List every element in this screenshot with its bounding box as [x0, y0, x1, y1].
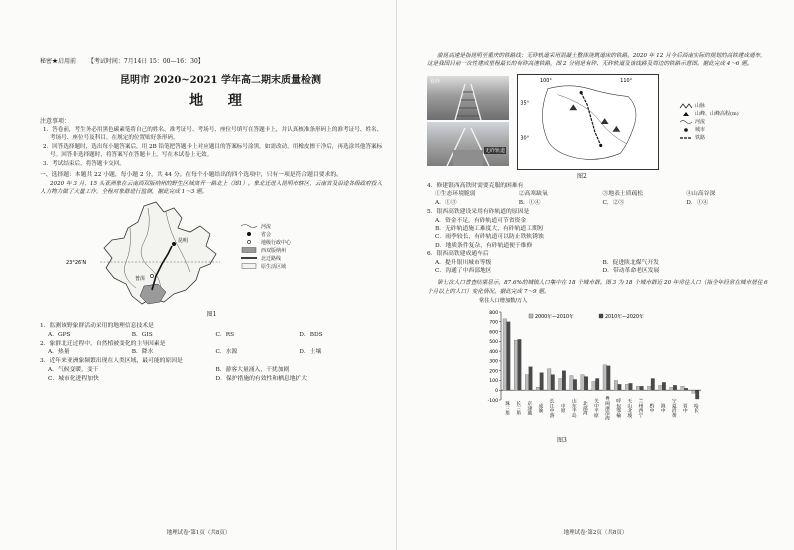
x-tick-label: 珠三角 [504, 400, 510, 416]
section-one-heading: 一、选择题：本题共 22 小题，每小题 2 分，共 44 分。在每个小题给出的四个选项中，只有一项是符合题目要求的。 [40, 171, 342, 178]
x-tick-label: 晋中 [681, 403, 687, 413]
x-tick-label: 中原 [559, 403, 565, 413]
bar [684, 388, 688, 390]
option: B．降水 [131, 349, 154, 356]
option: C．城市化进程加快 [48, 375, 99, 382]
bar [559, 378, 563, 390]
bar [584, 376, 588, 390]
bar [592, 381, 596, 390]
y-tick-label: 200 [489, 369, 498, 375]
option: D．①④ [686, 200, 709, 207]
bar [651, 378, 655, 390]
figure-3 [427, 296, 770, 446]
bar [514, 340, 518, 390]
legend-swatch [599, 314, 603, 318]
right-page [397, 0, 794, 550]
bar [618, 384, 622, 390]
subject-title: 地 理 [189, 93, 252, 109]
question-2: 2．象群北迁过程中，自然植被变化的主导因素是 [40, 340, 166, 347]
population-bar-chart [479, 296, 709, 436]
bar [625, 384, 629, 390]
railway-map [517, 74, 659, 170]
bar [614, 380, 618, 390]
puer-label: 普洱 [135, 276, 146, 283]
bar [607, 366, 611, 390]
option: D．土壤 [299, 349, 322, 356]
chart-title: 常住人口增加数/万人 [479, 297, 528, 304]
bar [536, 387, 540, 390]
y-tick-label: 600 [489, 330, 498, 336]
bar [603, 365, 607, 390]
bar [503, 319, 507, 390]
question-3: 3．近年来亚洲象频繁出现在人类区域，最可能的原因是 [40, 358, 183, 365]
yunnan-map [40, 198, 383, 319]
x-tick-label: 兰州西宁 [637, 398, 643, 418]
page-footer: 地理试卷·第2页（共8页） [563, 530, 628, 536]
option: A．①③ [435, 200, 457, 207]
bar [659, 385, 663, 390]
legend-item: 西双版纳州 [240, 246, 291, 254]
bar [670, 387, 674, 390]
svg-text:35°: 35° [520, 100, 530, 107]
figure-3-caption: 图3 [557, 436, 567, 444]
ballastless-track-photo [427, 122, 509, 166]
option: B．促进陕北煤气开发 [602, 259, 659, 266]
legend-item: 城市 [679, 126, 739, 134]
x-tick-label: 粤闽浙沿海 [604, 395, 610, 420]
bar [525, 375, 529, 391]
question-1: 1．监测该野象群活动采用的地理信息技术是 [40, 323, 154, 330]
question-6-options [427, 259, 770, 276]
bar [629, 383, 633, 390]
y-tick-label: 300 [489, 359, 498, 365]
passage-1: 2020 年 3 月，15 头亚洲象在云南西双版纳州的野生区域离开一路北上（图1）。象北迁进入昆明市辖区，云南省及沿途各级政府投入人力物力做了大量工作，全程对象群进行监测，据此完成 1～3 题。 [40, 180, 383, 196]
x-tick-label: 天山北坡 [626, 398, 632, 418]
y-tick-label: 800 [489, 310, 498, 316]
bar [551, 375, 555, 391]
bar [647, 386, 651, 390]
option: A．提升银川城市等级 [435, 259, 492, 266]
y-tick-label: -100 [487, 398, 498, 404]
secret-label: 秘密★启用前 [40, 58, 77, 65]
option: C．雨季较长，有砟轨道可以防止铁轨锈蚀 [435, 234, 544, 241]
option: B．无砟轨道施工难度大，有砟轨道工期短 [435, 225, 544, 232]
y-tick-label: 500 [489, 340, 498, 346]
bar [692, 390, 696, 393]
bar [581, 375, 585, 391]
figure-2 [427, 72, 770, 180]
bar [547, 369, 551, 391]
page-footer: 地理试卷·第1页（共8页） [166, 530, 231, 536]
ballast-track-photo [427, 76, 509, 120]
x-tick-label: 黔中 [648, 403, 654, 413]
passage-2: 渝昆高速是指昆明至重庆的铁路线：无砟轨道采用混凝土整体浇筑道床的铁路。2020 年 12 月今后西南实际的规划的高铁建成通车，这是我国目前一次性建成里程最长的有砟高速铁路，图 2 分别是有砟、无砟轨道及该线路及周边的铁路示意图。据此完成 4～6 题。 [427, 53, 766, 68]
option: A．热量 [48, 349, 70, 356]
legend-item: 地级行政中心 [240, 238, 291, 246]
option: C．RS [215, 332, 235, 339]
option: B．GIS [131, 332, 153, 339]
bar [570, 375, 574, 390]
svg-text:110°: 110° [620, 77, 633, 84]
bar [640, 386, 644, 390]
option: D．地质条件复杂，有砟轨道便于维修 [435, 242, 533, 249]
bar [540, 373, 544, 391]
option: C．水源 [215, 349, 238, 356]
latitude-label: 23°26′N [66, 260, 87, 267]
photo-label: 有砟 [430, 78, 441, 85]
x-tick-label: 长三角 [515, 400, 521, 416]
y-tick-label: 0 [495, 388, 498, 394]
x-tick-label: 长江中游 [548, 398, 554, 418]
figure-2-caption: 图2 [577, 172, 587, 180]
x-tick-label: 呼包鄂榆 [615, 398, 621, 418]
legend-item: 北迁路线 [261, 255, 282, 262]
option: A．气候变暖，变干 [48, 366, 99, 373]
legend-item: 铁路 [695, 135, 706, 142]
option: C．沟通了中西部地区 [435, 268, 492, 275]
legend-item: 山脉 [679, 102, 739, 110]
figure-1 [40, 198, 383, 319]
x-tick-label: 京津冀 [526, 400, 532, 416]
map-legend [679, 102, 739, 142]
bar [507, 322, 511, 390]
bar [529, 367, 533, 390]
option: B．①④ [518, 200, 541, 207]
option: B．游客大量涌入，干扰加剧 [215, 366, 290, 373]
x-tick-label: 宁夏沿黄 [670, 398, 676, 418]
question-4-statements: ①生态环境脆弱 ②高寒缺氧 ③地表土质疏松 ④山高谷深 [435, 191, 716, 198]
legend-item: 山峰、山峰高程(m) [679, 110, 739, 118]
x-tick-label: 关中平原 [592, 398, 598, 418]
bar [681, 386, 685, 390]
note-item: 1．答卷前，考生务必用黑色碳素笔将自己的姓名、准考证号、考场号、座位号填写在答题卡上，并认真核准条形码上的准考证号、姓名、考场号、座位号及科目，在规定的位置贴好条形码。 [43, 127, 383, 142]
note-item: 3．考试结束后，将答题卡交回。 [43, 160, 125, 167]
option: D．BDS [299, 332, 323, 339]
bar [562, 371, 566, 391]
question-2-options [40, 348, 383, 357]
legend-item: 河流 [240, 222, 291, 230]
bar [662, 382, 666, 390]
x-tick-label: 滇中 [659, 403, 665, 413]
exam-time: 【考试时间：7月14日 15：00—16：30】 [87, 58, 204, 65]
bar [518, 339, 522, 390]
question-3-options [40, 366, 383, 383]
x-tick-label: 成渝 [537, 403, 543, 413]
figure-1-caption: 图1 [206, 311, 217, 319]
question-5-options [427, 217, 770, 251]
y-tick-label: 100 [489, 379, 498, 385]
header-line [40, 56, 383, 65]
question-4: 4．修建银西高铁时需要克服的困难有 [427, 182, 524, 189]
bar [636, 386, 640, 390]
bar [695, 390, 699, 399]
map-legend [240, 222, 291, 270]
question-4-options [427, 199, 770, 208]
kunming-label: 昆明 [178, 238, 189, 245]
legend-item: 省会 [240, 230, 291, 238]
photo-label: 无砟轨道 [484, 147, 505, 154]
option: C．②③ [602, 200, 625, 207]
option: A．资金不足，有砟轨道可节省资金 [435, 217, 527, 224]
bar [673, 385, 677, 390]
kunming-marker [172, 242, 176, 246]
legend-item: 河流 [679, 118, 739, 126]
bar [595, 378, 599, 390]
x-tick-label: 北部湾 [581, 400, 587, 416]
question-5: 5．银西高铁建设采用有砟轨道的原因是 [427, 208, 530, 215]
question-6: 6．银西高铁建成通车后 [427, 251, 489, 258]
passage-3: 第七次人口普查结果显示，87.6%的城镇人口集中在 18 个城市群。图 3 为 18 个城市群近 20 年常住人口（指全年经常在城市居住 6 个月以上的人口）变化情况。据此完成 7～9 题。 [427, 280, 768, 295]
x-tick-label: 山东半岛 [570, 398, 576, 418]
option: D．带动革命老区发展 [602, 268, 660, 275]
bar [573, 379, 577, 390]
y-tick-label: 700 [489, 320, 498, 326]
note-item: 2．回答选择题时，选出每小题答案后，用 2B 铅笔把答题卡上对应题目的答案标号涂黑。如需改动，用橡皮擦干净后，再选涂其他答案标号。回答非选择题时，将答案写在答题卡上。写在本试卷上无效。 [43, 143, 383, 159]
question-1-options [40, 331, 383, 340]
y-tick-label: 400 [489, 349, 498, 355]
svg-text:30°: 30° [520, 135, 530, 142]
svg-text:100°: 100° [540, 77, 552, 84]
option: A．GPS [48, 332, 71, 339]
notes-heading: 注意事项： [40, 118, 71, 125]
legend-label: 2010年—2020年 [605, 314, 644, 320]
option: D．保护措施的有效性和栖息地扩大 [215, 375, 308, 382]
legend-label: 2000年—2010年 [535, 314, 574, 320]
legend-swatch [529, 314, 533, 318]
legend-item: 原生活区域 [240, 262, 291, 270]
exam-title: 昆明市 2020~2021 学年高二期末质量检测 [119, 75, 321, 86]
x-tick-label: 哈长 [692, 403, 698, 413]
